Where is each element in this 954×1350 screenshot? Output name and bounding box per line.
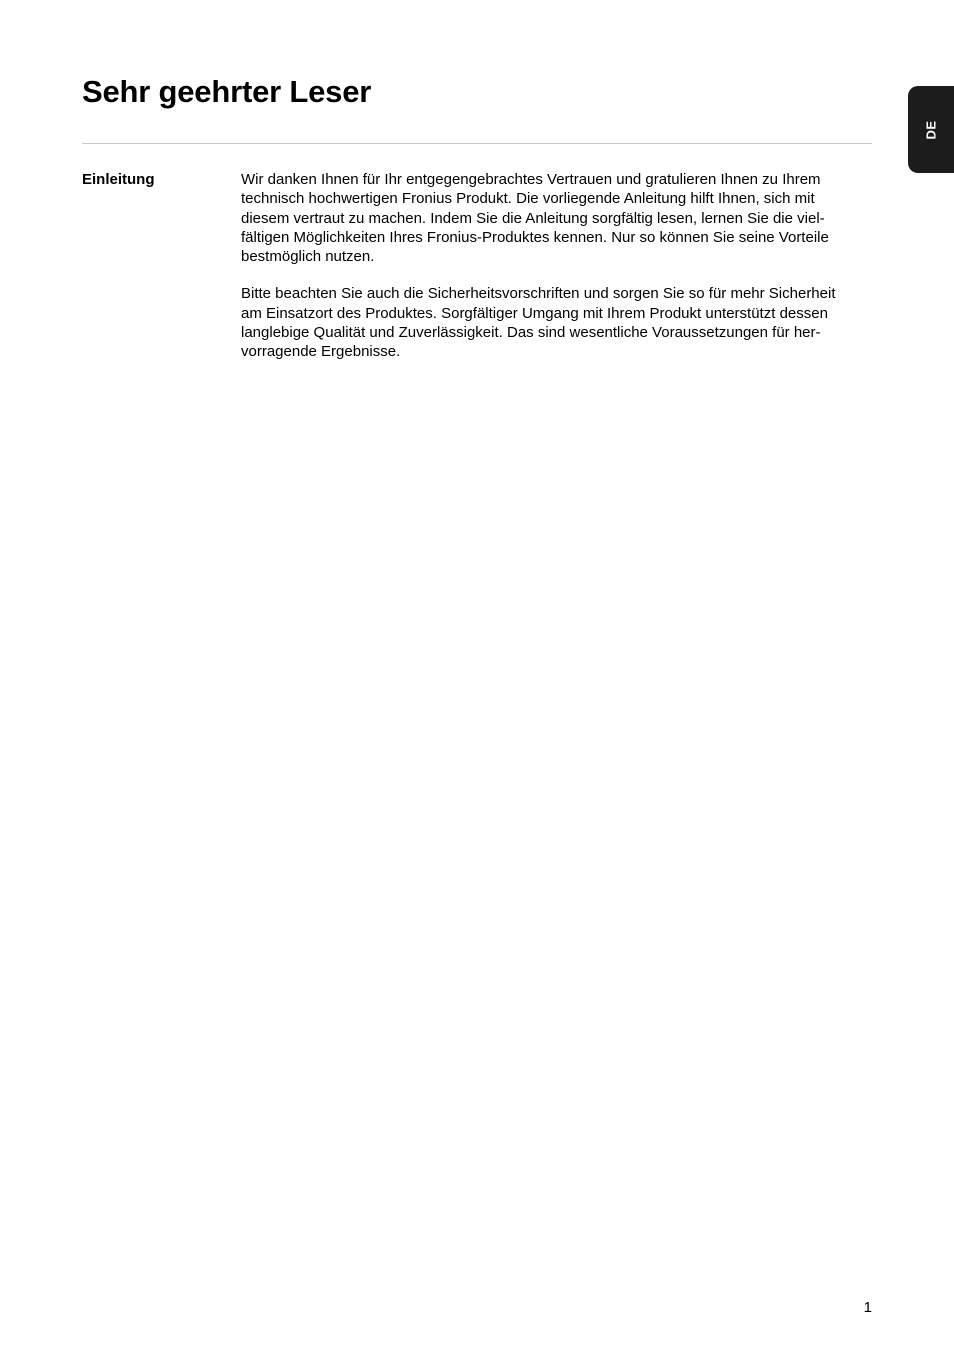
page-title: Sehr geehrter Leser <box>82 74 372 109</box>
language-tab-label: DE <box>923 119 939 140</box>
section-body <box>241 170 877 380</box>
title-divider <box>82 143 872 144</box>
text-line: am Einsatzort des Produktes. Sorgfältiger Umgang mit Ihrem Produkt unterstützt dessen <box>241 304 828 322</box>
language-tab <box>908 86 954 173</box>
page-number: 1 <box>863 1299 872 1316</box>
text-line: bestmöglich nutzen. <box>241 248 375 266</box>
paragraph-safety <box>241 284 877 361</box>
text-line: diesem vertraut zu machen. Indem Sie die Anleitung sorgfältig lesen, lernen Sie die viel- <box>241 209 825 227</box>
text-line: Wir danken Ihnen für Ihr entgegengebrachtes Vertrauen und gratulieren Ihnen zu Ihrem <box>241 171 821 188</box>
text-line: vorragende Ergebnisse. <box>241 343 401 361</box>
text-line: langlebige Qualität und Zuverlässigkeit. Das sind wesentliche Voraussetzungen für her- <box>241 324 821 342</box>
text-line: Bitte beachten Sie auch die Sicherheitsvorschriften und sorgen Sie so für mehr Sicherheit <box>241 285 836 303</box>
text-line: technisch hochwertigen Fronius Produkt. Die vorliegende Anleitung hilft Ihnen, sich mit <box>241 190 815 208</box>
paragraph-intro <box>241 170 877 266</box>
text-line: fältigen Möglichkeiten Ihres Fronius-Produktes kennen. Nur so können Sie seine Vorteile <box>241 228 829 246</box>
section-label: Einleitung <box>82 171 155 188</box>
